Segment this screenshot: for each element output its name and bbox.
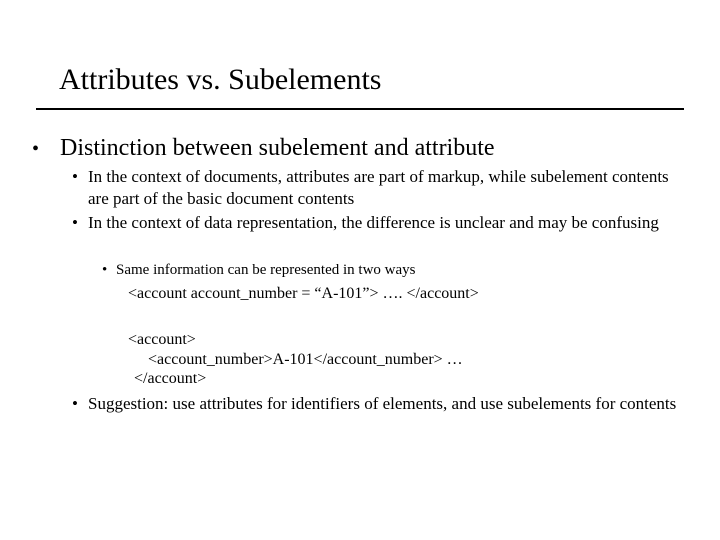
subelement-example-open-tag: <account>: [128, 331, 196, 348]
sub-sub-bullet-two-ways: [102, 260, 416, 280]
slide-title: Attributes vs. Subelements: [59, 63, 382, 96]
main-bullet-text: Distinction between subelement and attribute: [60, 135, 495, 161]
sub-bullet-data-representation-text: In the context of data representation, the difference is unclear and may be confusing: [88, 213, 659, 232]
sub-bullet-suggestion: [72, 393, 688, 415]
subelement-example-inner: <account_number>A-101</account_number> …: [148, 351, 463, 368]
sub-bullet-documents: [72, 166, 688, 210]
attribute-example: <account account_number = “A-101”> …. </account>: [128, 285, 479, 302]
main-bullet: [32, 134, 495, 163]
bullet-marker: •: [102, 262, 108, 278]
bullet-marker: •: [32, 138, 40, 160]
sub-bullet-documents-text: In the context of documents, attributes are part of markup, while subelement contents are part of the basic document contents: [88, 167, 669, 208]
bullet-marker: •: [72, 213, 78, 232]
sub-bullet-data-representation: [72, 212, 688, 234]
sub-sub-bullet-text: Same information can be represented in two ways: [116, 262, 416, 278]
subelement-example-close-tag: </account>: [134, 370, 207, 387]
bullet-marker: •: [72, 167, 78, 186]
sub-bullet-suggestion-text: Suggestion: use attributes for identifiers of elements, and use subelements for contents: [88, 394, 677, 413]
title-divider: [36, 108, 684, 110]
bullet-marker: •: [72, 394, 78, 413]
